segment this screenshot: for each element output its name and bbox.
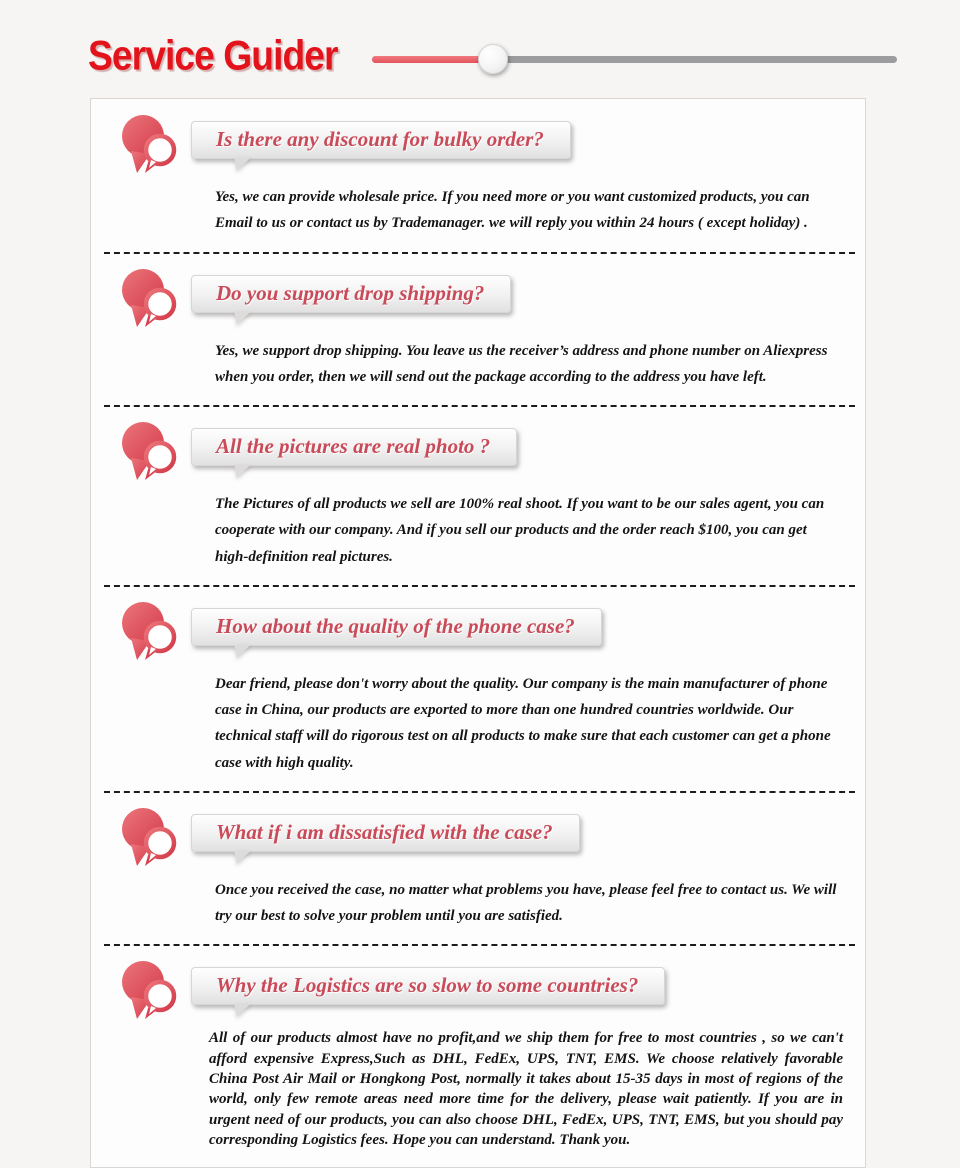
bubble-tail	[232, 465, 251, 478]
faq-header	[115, 112, 855, 176]
question-text: How about the quality of the phone case?	[191, 608, 602, 646]
answer-text: Yes, we can provide wholesale price. If you need more or you want customized products, you can Email to us or contact us by Trademanager. we will reply you within 24 hours ( except holiday) .	[215, 189, 810, 232]
question-bubble	[191, 608, 602, 646]
faq-header	[115, 958, 855, 1022]
answer-text: Dear friend, please don't worry about the quality. Our company is the main manufacturer of phone case in China, our products are exported to more than one hundred countries worldwide. Our technical staff will do rigorous test on all products to make sure that each customer can get a phone case with high quality.	[215, 675, 831, 771]
progress-slider-track[interactable]	[372, 56, 897, 63]
bubble-tail	[232, 312, 251, 325]
slider-handle[interactable]	[478, 44, 508, 74]
faq-item	[91, 419, 865, 570]
faq-item	[91, 112, 865, 237]
dashed-divider	[104, 791, 855, 793]
faq-panel	[90, 98, 866, 1168]
faq-header	[115, 266, 855, 330]
question-text: Is there any discount for bulky order?	[191, 121, 571, 159]
faq-header	[115, 419, 855, 483]
question-text: Do you support drop shipping?	[191, 275, 511, 313]
chat-bubbles-icon	[115, 419, 183, 483]
chat-bubbles-icon	[115, 266, 183, 330]
chat-bubbles-icon	[115, 958, 183, 1022]
question-bubble	[191, 428, 517, 466]
dashed-divider	[104, 252, 855, 254]
header	[0, 0, 960, 82]
answer-text: The Pictures of all products we sell are 100% real shoot. If you want to be our sales agent, you can cooperate with our company. And if you sell our products and the order reach $100, you can get high-definition real pictures.	[215, 496, 825, 565]
answer-text: Once you received the case, no matter what problems you have, please feel free to contact us. We will try our best to solve your problem until you are satisfied.	[215, 881, 837, 924]
question-text: What if i am dissatisfied with the case?	[191, 814, 580, 852]
chat-bubbles-icon	[115, 805, 183, 869]
faq-item	[91, 958, 865, 1150]
question-bubble	[191, 275, 511, 313]
answer-text: Yes, we support drop shipping. You leave us the receiver’s address and phone number on Aliexpress when you order, then we will send out the package according to the address you have left.	[215, 342, 828, 385]
faq-item	[91, 805, 865, 930]
slider-fill	[372, 56, 493, 63]
bubble-tail	[232, 158, 251, 171]
chat-bubbles-icon	[115, 112, 183, 176]
question-bubble	[191, 121, 571, 159]
chat-bubbles-icon	[115, 599, 183, 663]
question-text: Why the Logistics are so slow to some countries?	[191, 967, 665, 1005]
answer-text: All of our products almost have no profit,and we ship them for free to most countries , so we can't afford expensive Express,Such as DHL, FedEx, UPS, TNT, EMS. We choose relatively favorable China Post Air Mail or Hongkong Post, normally it takes about 15-35 days in most of regions of the world, only few remote areas need more time for the delivery, please wait patiently. If you are in urgent need of our products, you can also choose DHL, FedEx, UPS, TNT, EMS, but you should pay corresponding Logistics fees. Hope you can understand. Thank you.	[209, 1030, 843, 1149]
faq-item	[91, 599, 865, 776]
page-title: Service Guider	[88, 32, 338, 79]
dashed-divider	[104, 585, 855, 587]
dashed-divider	[104, 944, 855, 946]
faq-header	[115, 599, 855, 663]
bubble-tail	[232, 1004, 251, 1017]
bubble-tail	[232, 851, 251, 864]
dashed-divider	[104, 405, 855, 407]
question-text: All the pictures are real photo ?	[191, 428, 517, 466]
question-bubble	[191, 967, 665, 1005]
faq-item	[91, 266, 865, 391]
bubble-tail	[232, 645, 251, 658]
faq-header	[115, 805, 855, 869]
question-bubble	[191, 814, 580, 852]
